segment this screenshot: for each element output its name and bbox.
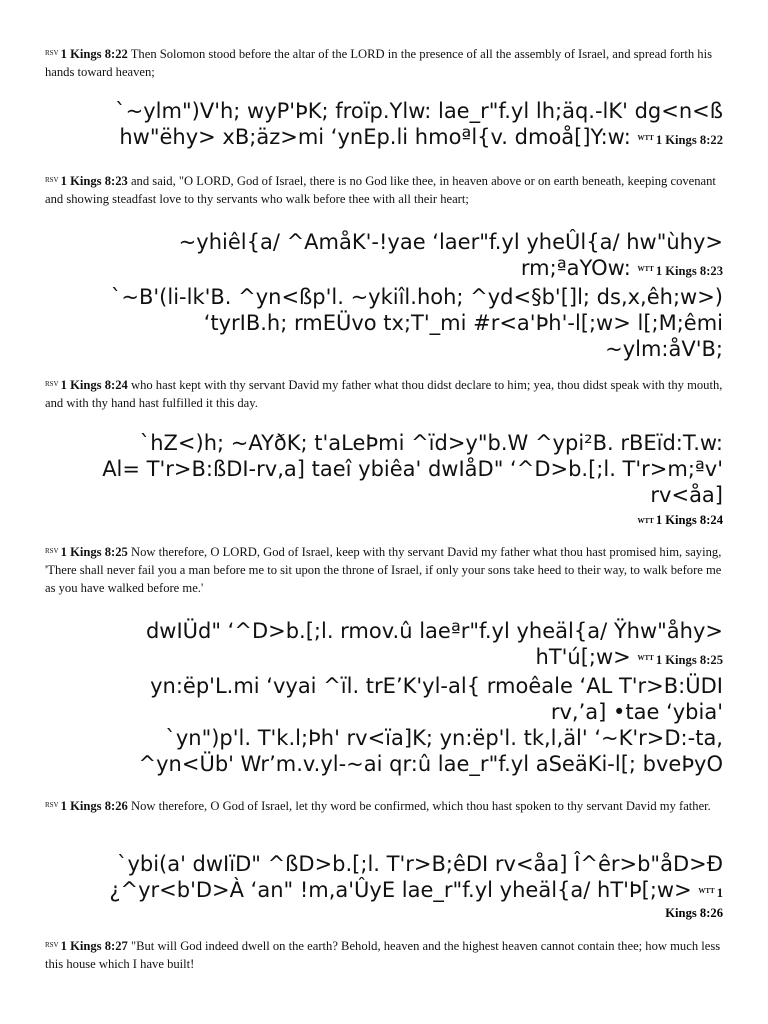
hebrew-line — [33, 124, 723, 153]
hebrew-line: `ybi(a' dwIïD" ^ßD>b.[;l. T'r>B;êDI rv<åa] Î^êr>b"åD>Ð — [116, 852, 723, 876]
verse-reference: 1 Kings 8:27 — [60, 939, 128, 953]
wtt-ref: Kings 8:26 — [665, 906, 723, 920]
rsv-label: RSV — [45, 49, 59, 57]
verse-hebrew-8-22 — [33, 98, 723, 153]
hebrew-line: ~yhiêl{a/ ^AmåK'-!yae ‘laer"f.yl yheÛl{a/ hw"ùhy> — [178, 230, 723, 254]
verse-hebrew-8-26 — [33, 851, 723, 906]
verse-english-8-22 — [45, 45, 725, 81]
wtt-label: WTT — [637, 517, 654, 525]
wtt-reference — [637, 512, 723, 528]
hebrew-line: `yn")p'l. T'k.l;Þh' rv<ïa]K; yn:ëp'l. tk,l,äl' ‘~K'r>D:-ta, — [165, 726, 723, 750]
hebrew-line: ‘tyrIB.h; rmEÜvo tx;T'_mi #r<a'Þh'-l[;w> l[;M;êmi — [203, 311, 723, 335]
verse-english-8-25 — [45, 543, 725, 597]
verse-text: "But will God indeed dwell on the earth? Behold, heaven and the highest heaven cannot contain thee; how much less this house which I have built! — [45, 939, 721, 971]
wtt-ref: 1 Kings 8:22 — [655, 133, 723, 147]
hebrew-line: `~B'(li-lk'B. ^yn<ßp'l. ~ykiîl.hoh; ^yd<§b'[]l; ds,x,êh;w>) — [110, 285, 723, 309]
hebrew-line: yn:ëp'L.mi ‘vyai ^ïl. trE’K'yl-al{ rmoêale ‘AL T'r>B:ÜDI — [150, 674, 723, 698]
wtt-label: WTT — [698, 887, 715, 895]
verse-hebrew-8-25 — [33, 618, 723, 777]
rsv-label: RSV — [45, 801, 59, 809]
verse-text: and said, "O LORD, God of Israel, there is no God like thee, in heaven above or on earth beneath, keeping covenant and showing steadfast love to thy servants who walk before thee with all their heart; — [45, 174, 716, 206]
verse-text: Now therefore, O God of Israel, let thy word be confirmed, which thou hast spoken to thy servant David my father. — [130, 799, 711, 813]
verse-english-8-26 — [45, 797, 725, 815]
wtt-reference — [637, 133, 723, 147]
hebrew-line: ~ylm:åV'B; — [605, 337, 723, 361]
hebrew-line: `~ylm")V'h; wyP'ÞK; froïp.Ylw: lae_r"f.yl lh;äq.-lK' dg<n<ß — [115, 99, 723, 123]
hebrew-line — [33, 877, 723, 906]
verse-reference: 1 Kings 8:25 — [60, 545, 128, 559]
wtt-ref: 1 Kings 8:23 — [655, 264, 723, 278]
verse-english-8-24 — [45, 376, 725, 412]
wtt-ref: 1 — [716, 886, 723, 900]
wtt-ref: 1 Kings 8:24 — [655, 513, 723, 527]
hebrew-line: `hZ<)h; ~AYðK; t'aLeÞmi ^ïd>y"b.W ^ypi²B. rBEïd:T.w: — [139, 431, 723, 455]
wtt-ref: 1 Kings 8:25 — [655, 653, 723, 667]
hebrew-line-text: hT'ú[;w> — [535, 645, 631, 669]
hebrew-line: ^yn<Üb' Wr’m.v.yl-~ai qr:û lae_r"f.yl aSeäKi-l[; bveÞyO — [138, 752, 723, 776]
hebrew-line — [33, 644, 723, 673]
wtt-reference — [698, 886, 723, 900]
wtt-label: WTT — [637, 265, 654, 273]
verse-english-8-23 — [45, 172, 725, 208]
hebrew-line — [33, 255, 723, 284]
verse-reference: 1 Kings 8:23 — [60, 174, 128, 188]
rsv-label: RSV — [45, 941, 59, 949]
verse-english-8-27 — [45, 937, 725, 973]
wtt-label: WTT — [637, 134, 654, 142]
hebrew-line-text: ¿^yr<b'D>À ‘an" !m,a'ÛyE lae_r"f.yl yheäl{a/ hT'Þ[;w> — [109, 878, 692, 902]
verse-text: Then Solomon stood before the altar of the LORD in the presence of all the assembly of Israel, and spread forth his hands toward heaven; — [45, 47, 712, 79]
wtt-label: WTT — [637, 654, 654, 662]
verse-text: who hast kept with thy servant David my father what thou didst declare to him; yea, thou didst speak with thy mouth, and with thy hand hast fulfilled it this day. — [45, 378, 723, 410]
verse-text: Now therefore, O LORD, God of Israel, keep with thy servant David my father what thou hast promised him, saying, 'There shall never fail you a man before me to sit upon the throne of Israel, if only your sons take heed to their way, to walk before me as you have walked before me.' — [45, 545, 722, 595]
rsv-label: RSV — [45, 547, 59, 555]
hebrew-line-text: hw"ëhy> xB;äz>mi ‘ynEp.li hmoªl{v. dmoå[]Y:w: — [119, 125, 631, 149]
hebrew-line: dwIÜd" ‘^D>b.[;l. rmov.û laeªr"f.yl yheäl{a/ Ÿhw"åhy> — [145, 619, 723, 643]
hebrew-line: Al= T'r>B:ßDI-rv,a] taeî ybiêa' dwIåD" ‘^D>b.[;l. T'r>m;ªv' — [102, 457, 723, 481]
hebrew-line: rv,’a] •tae ‘ybia' — [550, 700, 723, 724]
verse-reference: 1 Kings 8:24 — [60, 378, 128, 392]
verse-hebrew-8-23 — [33, 229, 723, 362]
rsv-label: RSV — [45, 380, 59, 388]
wtt-reference — [637, 653, 723, 667]
verse-reference: 1 Kings 8:22 — [60, 47, 128, 61]
rsv-label: RSV — [45, 176, 59, 184]
verse-reference: 1 Kings 8:26 — [60, 799, 128, 813]
verse-hebrew-8-24 — [33, 430, 723, 508]
hebrew-line: rv<åa] — [650, 483, 723, 507]
hebrew-line-text: rm;ªaYOw: — [520, 256, 631, 280]
wtt-reference — [637, 264, 723, 278]
wtt-reference-continued — [665, 905, 723, 921]
